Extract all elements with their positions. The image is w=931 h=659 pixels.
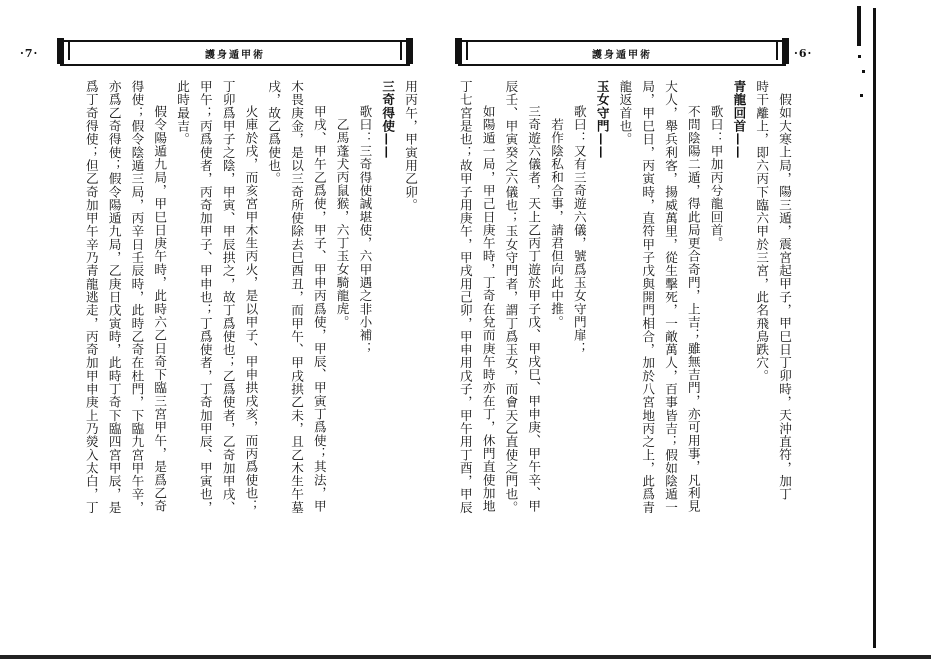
text-column: 亦爲乙奇得使；假令陽遁九局，乙庚日戊寅時，此時丁奇下臨四宮甲辰，是 xyxy=(106,80,122,514)
section-heading: 玉女守門—— xyxy=(594,80,610,159)
text-column: 甲午；丙爲使者，丙奇加甲子、甲申也；丁爲使者，丁奇加甲辰、甲寅也， xyxy=(197,80,213,514)
text-column: 甲戌、甲午乙爲使，甲子、甲申丙爲使，甲辰、甲寅丁爲使；其法，甲 xyxy=(311,105,327,513)
header-bar-thin-right xyxy=(776,42,778,60)
text-column: 木畏庚金，是以三奇所使除去巳酉丑，而甲午、甲戌拱乙未，且乙木生午墓 xyxy=(289,80,305,514)
text-column: 辰壬、甲寅癸之六儀也；玉女守門者，謂丁爲玉女，而會天乙直使之門也。 xyxy=(503,80,519,514)
text-column: 丁七宮是也；故甲子用庚午，甲戌用己卯，甲申用戊子，甲午用丁酉，甲辰 xyxy=(457,80,473,514)
text-column: 火庫於戌，而亥宮甲木生丙火，是以甲子、甲申拱戌亥，而丙爲使也； xyxy=(243,105,259,513)
text-column: 此時最吉。 xyxy=(175,80,191,146)
text-column: 歌曰：甲加丙兮龍回首。 xyxy=(708,105,724,250)
text-column: 爲丁奇得使；但乙奇加甲午辛乃青龍逃走，丙奇加甲申庚上乃熒入太白，丁 xyxy=(83,80,99,514)
text-column: 歌曰：三奇得使誠堪使，六甲遇之非小補； xyxy=(357,105,373,356)
text-column: 乙馬蓬犬丙鼠猴，六丁玉女騎龍虎。 xyxy=(334,117,350,329)
text-column: 若作陰私和合事，請君但向此中推。 xyxy=(549,117,565,329)
right-page-body xyxy=(450,80,795,640)
header-bar-cap-right xyxy=(782,38,789,64)
header-bar xyxy=(458,40,786,66)
section-heading: 青龍回首—— xyxy=(731,80,747,159)
text-column: 如陽遁一局，甲己日庚午時，丁奇在兌而庚午時亦在丁，休門直使加地 xyxy=(480,105,496,513)
header-bar-thin-right xyxy=(400,42,402,60)
text-column: 大人，舉兵利客，揚威萬里，從生擊死，一敵萬人，百事皆吉；假如陰遁一 xyxy=(663,80,679,514)
text-column: 丁卯爲甲子之陰，甲寅、甲辰拱之，故丁爲使也；乙爲使者，乙奇加甲戌、 xyxy=(220,80,236,514)
text-column: 不問陰陽二遁，得此局更合奇門，上吉；雖無吉門，亦可用事，凡利見 xyxy=(685,105,701,513)
page-number: ·7· xyxy=(20,46,39,60)
text-column: 局，甲巳日，丙寅時，直符甲子戊與開門相合，加於八宮地丙之上，此爲青 xyxy=(640,80,656,514)
scan-dot xyxy=(862,70,865,73)
left-page-header xyxy=(20,40,420,66)
text-column: 假如大寒上局，陽三遁，震宮起甲子，甲巳日丁卯時，天沖直符，加丁 xyxy=(777,92,792,501)
section-heading: 三奇得使—— xyxy=(380,80,396,159)
header-bar-thin-left xyxy=(68,42,70,60)
scan-dot xyxy=(858,55,861,58)
scan-dot xyxy=(860,94,863,97)
right-page-header xyxy=(458,40,828,66)
binding-mark xyxy=(857,6,861,46)
text-column: 得使；假令陰遁三局，丙辛日壬辰時，此時乙奇在杜門，下臨九宮甲午辛， xyxy=(129,80,145,514)
running-title: 護身遁甲術 xyxy=(205,49,265,61)
header-bar-cap-right xyxy=(406,38,413,64)
running-title: 護身遁甲術 xyxy=(592,49,652,61)
text-column: 戌，故乙爲使也。 xyxy=(266,80,282,186)
text-column: 三奇遊六儀者，天上乙丙丁遊於甲子戊、甲戌巳、甲申庚、甲午辛、甲 xyxy=(526,105,542,513)
header-bar-thin-left xyxy=(466,42,468,60)
text-column: 用丙午，甲寅用乙卯。 xyxy=(403,80,418,212)
header-bar-cap-left xyxy=(57,38,64,64)
book-spine-line xyxy=(873,8,876,648)
text-column: 龍返首也。 xyxy=(617,80,633,146)
text-column: 歌曰：又有三奇遊六儀，號爲玉女守門扉； xyxy=(571,105,587,356)
header-bar-cap-left xyxy=(455,38,462,64)
text-column: 時干離上，即六丙下臨六甲於三宮，此名飛鳥跌穴。 xyxy=(754,80,770,383)
header-bar xyxy=(60,40,410,66)
page-number: ·6· xyxy=(794,46,813,60)
bottom-edge-rule xyxy=(0,655,931,659)
text-column: 假令陽遁九局，甲巳日庚午時，此時六乙日奇下臨三宮甲午，是爲乙奇 xyxy=(152,105,168,513)
left-page-body xyxy=(76,80,421,640)
